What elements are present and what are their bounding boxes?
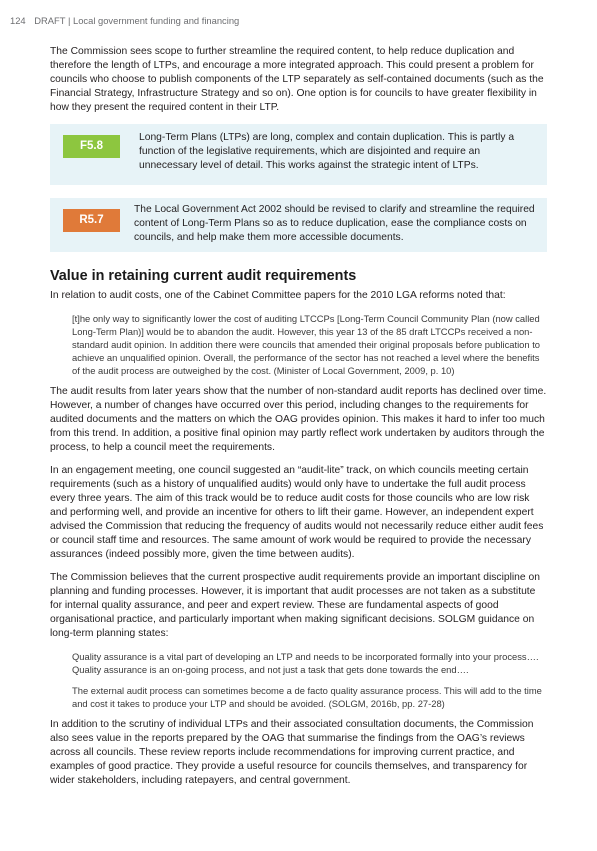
paragraph-audit-lite: In an engagement meeting, one council suggested an “audit-lite” track, on which councils meeting certain requirements (such as a history of unqualified audits) would only have to undertake the full audit process every three years. The aim of this track would be to reduce audit costs for those councils who are low risk and performing well, and provide an incentive for others to lift their game. However, an independent expert advised the Commission that reducing the frequency of audits would not necessarily reduce either audit fees or council staff time and resources. The same amount of work would be required to provide the necessary assurances (indeed possibly more, given the time between audits).	[50, 465, 544, 560]
finding-text: Long-Term Plans (LTPs) are long, complex and contain duplication. This is partly a function of the legislative requirements, which are disjointed and require an unnecessary level of detail. This works against the strategic intent of LTPs.	[139, 132, 515, 171]
recommendation-text: The Local Government Act 2002 should be revised to clarify and streamline the required content of Long-Term Plans so as to reduce duplication, ease the compliance costs on councils, and help make them more accessible documents.	[134, 204, 535, 243]
paragraph-commission-beliefs: The Commission believes that the current prospective audit requirements provide an important discipline on planning and funding processes. However, it is important that audit processes are not taken as a substitute for internal quality assurance, and peer and expert review. These are fundamental aspects of good organisational practice, and particularly important when making significant decisions. SOLGM guidance on long-term planning states:	[50, 572, 540, 639]
page-content	[50, 45, 547, 797]
running-header	[10, 15, 239, 26]
paragraph-audit-results: The audit results from later years show that the number of non-standard audit reports has declined over time. However, a number of changes have occurred over this period, including changes to the requirements for audited documents and the matters on which the OAG provides opinion. This makes it hard to infer too much from this trend. In addition, a positive final opinion may partly reflect work undertaken by auditors through the process, to help a council meet the requirements.	[50, 386, 547, 453]
recommendation-box	[50, 198, 547, 252]
document-title: DRAFT | Local government funding and financing	[34, 15, 240, 26]
paragraph-streamline: The Commission sees scope to further streamline the required content, to help reduce duplication and therefore the length of LTPs, and encourage a more integrated approach. This could present a problem for councils who choose to publish components of the LTP separately as self-contained documents (such as the Financial Strategy, Infrastructure Strategy and so on). One option is for councils to have greater flexibility in how they present the required content in their LTP.	[50, 46, 544, 113]
page-number: 124	[10, 15, 26, 26]
recommendation-badge: R5.7	[63, 209, 120, 232]
quote-quality-assurance: Quality assurance is a vital part of developing an LTP and needs to be incorporated formally into your process…. Quality assurance is an on-going process, and not just a task that gets done towards the end….	[72, 651, 539, 675]
paragraph-oag-reports: In addition to the scrutiny of individual LTPs and their associated consultation documents, the Commission also sees value in the reports prepared by the OAG that summarise the findings from the OAG’s reviews across all councils. These review reports include recommendations for improving current practice, and examples of good practice. They provide a useful resource for councils themselves, and transparency for wider stakeholders, including ratepayers, and central government.	[50, 719, 534, 786]
quote-external-audit: The external audit process can sometimes become a de facto quality assurance process. This will add to the time and cost it takes to produce your LTP and should be avoided. (SOLGM, 2016b, pp. 27-28)	[72, 685, 542, 709]
quote-cabinet: [t]he only way to significantly lower the cost of auditing LTCCPs [Long-Term Council Community Plan (now called Long-Term Plan)] would be to abandon the audit. However, this year 13 of the 85 draft LTCCPs received a non-standard audit opinion. In addition there were councils that amended their original proposals before publication to achieve an unqualified opinion. Overall, the performance of the sector has not reached a level where the benefits of the audit process are outweighed by the cost. (Minister of Local Government, 2009, p. 10)	[72, 313, 541, 376]
finding-badge: F5.8	[63, 135, 120, 158]
paragraph-audit-costs: In relation to audit costs, one of the Cabinet Committee papers for the 2010 LGA reforms noted that:	[50, 290, 506, 301]
section-heading: Value in retaining current audit requirements	[50, 268, 357, 284]
finding-box	[50, 124, 547, 185]
